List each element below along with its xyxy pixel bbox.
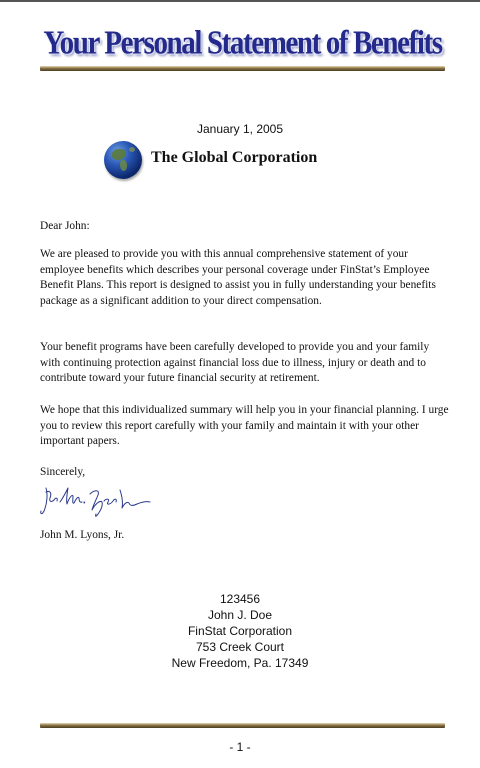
recipient-company: FinStat Corporation	[187, 624, 293, 638]
handwritten-signature	[38, 484, 153, 520]
statement-title: Your Personal Statement of Benefits	[43, 24, 442, 62]
letter-date: January 1, 2005	[196, 122, 284, 136]
closing: Sincerely,	[40, 466, 86, 478]
recipient-street: 753 Creek Court	[195, 640, 285, 654]
company-name: The Global Corporation	[151, 149, 318, 166]
signer-name: John M. Lyons, Jr.	[40, 529, 125, 541]
paragraph-programs: Your benefit programs have been carefully developed to provide you and your family with continuing protection against financial loss due to illness, injury or death and to contribute toward your future financial security at retirement.	[40, 341, 430, 385]
page-number: - 1 -	[229, 740, 251, 754]
recipient-name: John J. Doe	[207, 608, 273, 622]
salutation: Dear John:	[40, 220, 90, 232]
recipient-address	[0, 591, 480, 671]
recipient-id: 123456	[219, 592, 261, 606]
recipient-city: New Freedom, Pa. 17349	[171, 656, 309, 670]
globe-logo-icon	[104, 141, 142, 179]
paragraph-closing-remarks: We hope that this individualized summary will help you in your financial planning. I urge you to review this report carefully with your family and maintain it with your other important papers.	[40, 404, 449, 448]
paragraph-intro: We are pleased to provide you with this annual comprehensive statement of your employee benefits which describes your personal coverage under FinStat’s Employee Benefit Plans. This report is designed to assist you in fully understanding your benefits package as a significant addition to your direct compensation.	[40, 248, 436, 307]
footer-divider	[40, 723, 445, 728]
top-border	[0, 0, 480, 2]
header-divider	[40, 66, 445, 71]
